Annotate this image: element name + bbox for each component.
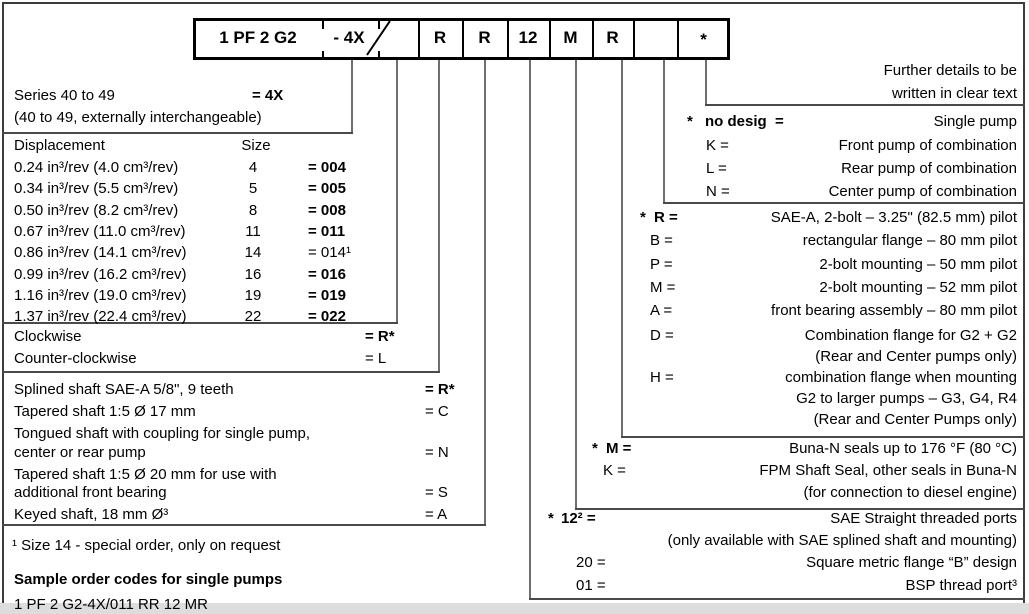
flange-desc: (Rear and Center pumps only)	[815, 348, 1017, 365]
flange-desc: SAE-A, 2-bolt – 3.25" (82.5 mm) pilot	[770, 209, 1017, 226]
displacement-size: 11	[245, 223, 261, 240]
drop-line-displacement	[396, 60, 398, 324]
flange-desc: combination flange when mounting	[785, 369, 1017, 386]
displacement-size: 5	[248, 180, 258, 197]
displacement-code: = 011	[308, 223, 346, 240]
displacement-code: = 014¹	[308, 244, 351, 261]
page-border-left	[2, 2, 4, 603]
shaft-label: Tapered shaft 1:5 Ø 20 mm for use with	[14, 466, 277, 483]
shaft-label: Tongued shaft with coupling for single pump,	[14, 425, 311, 442]
displacement-label: 0.24 in³/rev (4.0 cm³/rev)	[14, 159, 179, 176]
drop-line-shaft	[484, 60, 486, 526]
displacement-code: = 022	[308, 308, 346, 325]
drop-line-series	[351, 60, 353, 134]
flange-desc: 2-bolt mounting – 52 mm pilot	[819, 279, 1017, 296]
rule-further-details	[705, 104, 1025, 106]
displacement-label: 0.99 in³/rev (16.2 cm³/rev)	[14, 266, 187, 283]
drop-line-rotation	[438, 60, 440, 373]
displacement-code: = 008	[308, 202, 346, 219]
rule-series	[2, 132, 353, 134]
drop-line-seals	[575, 60, 577, 510]
shaft-label: Tapered shaft 1:5 Ø 17 mm	[14, 403, 196, 420]
pump-position-star: *	[687, 113, 693, 130]
sample-codes-heading: Sample order codes for single pumps	[14, 571, 283, 588]
pump-position-desc: Center pump of combination	[828, 183, 1017, 200]
port-code: 20 =	[576, 554, 606, 571]
displacement-code: = 005	[308, 180, 346, 197]
code-cell-model: 1 PF 2 G2	[219, 28, 297, 47]
code-cell-seals: M	[563, 28, 578, 47]
drop-line-flange	[621, 60, 623, 438]
series-code: = 4X	[252, 87, 284, 104]
rotation-label: Counter-clockwise	[14, 350, 137, 367]
flange-code: D =	[650, 327, 674, 344]
displacement-size: 22	[244, 308, 262, 325]
flange-star: *	[640, 209, 646, 226]
pump-position-desc: Front pump of combination	[838, 137, 1017, 154]
port-desc: (only available with SAE splined shaft and mounting)	[667, 532, 1017, 549]
flange-desc: (Rear and Center Pumps only)	[813, 411, 1017, 428]
displacement-size: 8	[248, 202, 258, 219]
port-desc: Square metric flange “B” design	[806, 554, 1017, 571]
displacement-title: Displacement	[14, 137, 105, 154]
code-box-tick	[378, 21, 380, 29]
flange-code: B =	[650, 232, 673, 249]
code-box-divider	[633, 18, 635, 60]
shaft-code: = R*	[425, 381, 455, 398]
displacement-label: 0.34 in³/rev (5.5 cm³/rev)	[14, 180, 179, 197]
further-details-line1: Further details to be	[883, 62, 1017, 79]
rule-ports	[529, 598, 1025, 600]
rule-pump-position	[663, 202, 1025, 204]
shaft-code: = A	[425, 506, 448, 523]
pump-position-code: no desig =	[705, 113, 784, 130]
pump-position-code: L =	[706, 160, 727, 177]
code-box-tick	[378, 51, 380, 59]
code-cell-shaft: R	[478, 28, 491, 47]
port-code: 01 =	[576, 577, 606, 594]
displacement-label: 0.67 in³/rev (11.0 cm³/rev)	[14, 223, 186, 240]
port-desc: SAE Straight threaded ports	[830, 510, 1017, 527]
flange-code: A =	[650, 302, 673, 319]
page-border-top	[2, 2, 1024, 4]
drop-line-further-details	[705, 60, 707, 106]
shaft-label: additional front bearing	[14, 484, 167, 501]
code-cell-ports: 12	[518, 28, 538, 47]
drop-line-pump-position	[663, 60, 665, 204]
seal-desc: Buna-N seals up to 176 °F (80 °C)	[789, 440, 1017, 457]
displacement-size: 4	[248, 159, 258, 176]
displacement-label: 1.37 in³/rev (22.4 cm³/rev)	[14, 308, 187, 325]
code-cell-flange: R	[606, 28, 619, 47]
displacement-label: 1.16 in³/rev (19.0 cm³/rev)	[14, 287, 187, 304]
shaft-label: Keyed shaft, 18 mm Ø³	[14, 506, 169, 523]
displacement-size: 14	[244, 244, 262, 261]
seal-code: K =	[603, 462, 626, 479]
shaft-code: = C	[425, 403, 449, 420]
shaft-label: center or rear pump	[14, 444, 146, 461]
rule-flange	[621, 436, 1025, 438]
displacement-size: 19	[244, 287, 262, 304]
series-note: (40 to 49, externally interchangeable)	[14, 109, 262, 126]
flange-code: P =	[650, 256, 673, 273]
seal-code: M =	[606, 440, 632, 457]
shaft-code: = S	[425, 484, 448, 501]
flange-code: M =	[650, 279, 676, 296]
displacement-label: 0.50 in³/rev (8.2 cm³/rev)	[14, 202, 179, 219]
seal-star: *	[592, 440, 598, 457]
seal-desc: FPM Shaft Seal, other seals in Buna-N	[759, 462, 1017, 479]
rule-rotation	[2, 371, 440, 373]
displacement-size-header: Size	[241, 137, 271, 154]
rotation-code: = L	[365, 350, 387, 367]
page-border-right	[1023, 2, 1025, 603]
displacement-label: 0.86 in³/rev (14.1 cm³/rev)	[14, 244, 187, 261]
flange-code: R =	[654, 209, 678, 226]
displacement-code: = 016	[308, 266, 346, 283]
pump-position-desc: Single pump	[933, 113, 1017, 130]
flange-desc: Combination flange for G2 + G2	[804, 327, 1017, 344]
rule-shaft	[2, 524, 486, 526]
shaft-label: Splined shaft SAE-A 5/8", 9 teeth	[14, 381, 234, 398]
displacement-size: 16	[244, 266, 262, 283]
rotation-code: = R*	[365, 328, 395, 345]
rotation-label: Clockwise	[14, 328, 82, 345]
pump-position-code: N =	[706, 183, 730, 200]
flange-desc: G2 to larger pumps – G3, G4, R4	[796, 390, 1017, 407]
code-cell-direction: R	[433, 28, 447, 47]
code-cell-series: - 4X	[333, 28, 365, 47]
flange-desc: rectangular flange – 80 mm pilot	[802, 232, 1017, 249]
port-desc: BSP thread port³	[905, 577, 1017, 594]
series-label: Series 40 to 49	[14, 87, 115, 104]
drop-line-ports	[529, 60, 531, 599]
further-details-line2: written in clear text	[891, 85, 1017, 102]
footnote-size14: ¹ Size 14 - special order, only on request	[12, 537, 281, 554]
flange-desc: front bearing assembly – 80 mm pilot	[771, 302, 1017, 319]
displacement-code: = 004	[308, 159, 346, 176]
flange-desc: 2-bolt mounting – 50 mm pilot	[819, 256, 1017, 273]
displacement-code: = 019	[308, 287, 346, 304]
sample-code-clipped: 1 PF 2 G2-4X/011 RR 12 MR	[14, 596, 208, 613]
code-cell-star: *	[700, 30, 707, 49]
port-star: *	[548, 510, 554, 527]
seal-desc: (for connection to diesel engine)	[803, 484, 1017, 501]
code-box-tick	[322, 51, 324, 59]
pump-position-desc: Rear pump of combination	[841, 160, 1017, 177]
shaft-code: = N	[425, 444, 449, 461]
port-code: 12² =	[561, 510, 596, 527]
flange-code: H =	[650, 369, 674, 386]
pump-position-code: K =	[706, 137, 729, 154]
